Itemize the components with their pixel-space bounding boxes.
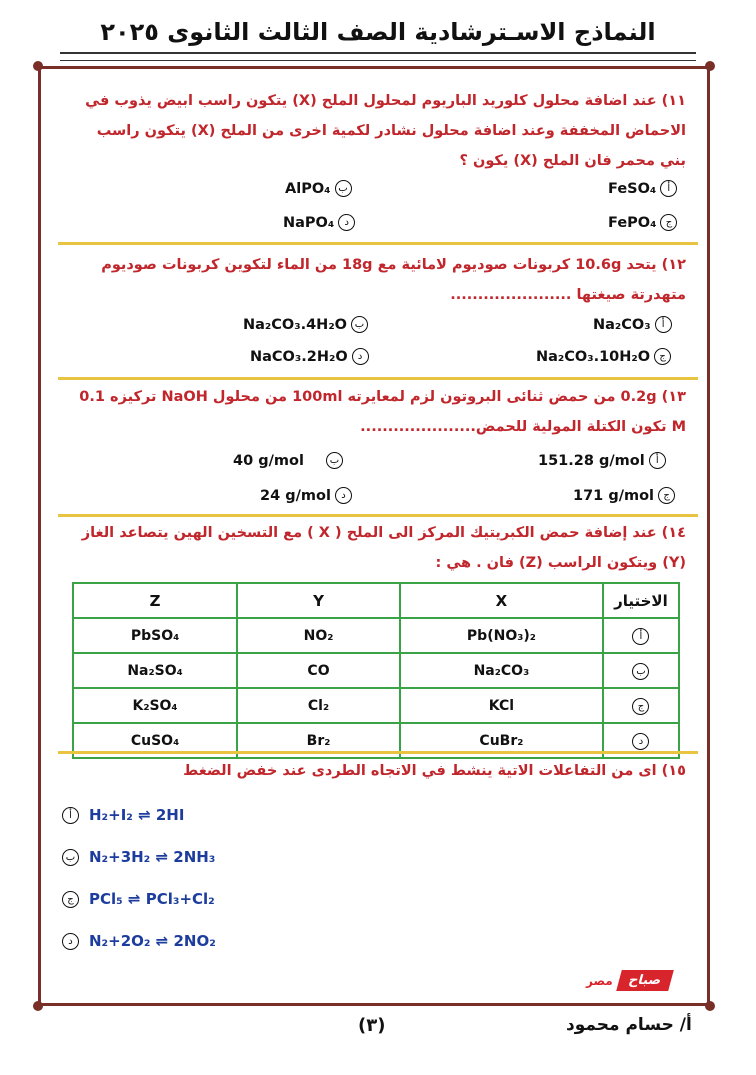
option-c-marker: ج <box>62 891 79 908</box>
option-a-marker: أ <box>655 316 672 333</box>
option-a-marker: أ <box>649 452 666 469</box>
option-b-marker: ب <box>326 452 343 469</box>
frame-corner-dot <box>705 1001 715 1011</box>
option-b-marker: ب <box>351 316 368 333</box>
q11-option-b[interactable]: AlPO₄ ب <box>285 180 352 197</box>
section-separator <box>58 751 698 754</box>
q13-option-b[interactable]: 40 g/mol ب <box>233 452 343 469</box>
option-d-marker: د <box>632 733 649 750</box>
frame-corner-dot <box>705 61 715 71</box>
q12-option-b[interactable]: Na₂CO₃.4H₂O ب <box>243 316 368 333</box>
option-a-marker: أ <box>632 628 649 645</box>
table-row[interactable] <box>73 618 679 653</box>
option-c-marker: ج <box>660 214 677 231</box>
cell-z: PbSO₄ <box>73 618 237 653</box>
option-d-marker: د <box>335 487 352 504</box>
option-d-marker: د <box>62 933 79 950</box>
q11-option-c[interactable]: FePO₄ ج <box>608 214 677 231</box>
option-c-marker: ج <box>654 348 671 365</box>
q12-option-c[interactable]: Na₂CO₃.10H₂O ج <box>536 348 671 365</box>
page-title: النماذج الاسـترشادية الصف الثالث الثانوى ٢٠٢٥ <box>100 18 656 46</box>
cell-choice <box>603 653 679 688</box>
page-number: (٣) <box>358 1015 386 1036</box>
q11-option-a[interactable]: FeSO₄ أ <box>608 180 677 197</box>
question-14: ١٤) عند إضافة حمض الكبريتيك المركز الى الملح ( X ) مع التسخين الهين يتصاعد الغاز (Y) ويتكون الراسب (Z) فان . هي : <box>81 525 686 571</box>
title-underline <box>60 52 696 61</box>
cell-z: Na₂SO₄ <box>73 653 237 688</box>
q11-option-d[interactable]: NaPO₄ د <box>283 214 355 231</box>
table-header-row <box>73 583 679 618</box>
frame-corner-dot <box>33 61 43 71</box>
option-d-marker: د <box>352 348 369 365</box>
cell-choice <box>603 618 679 653</box>
logo-box: صباح <box>616 970 674 991</box>
q15-option-d[interactable]: د N₂+2O₂ ⇌ 2NO₂ <box>62 932 216 950</box>
cell-x: CuBr₂ <box>400 723 603 758</box>
q15-option-c[interactable]: ج PCl₅ ⇌ PCl₃+Cl₂ <box>62 890 215 908</box>
section-separator <box>58 514 698 517</box>
watermark-logo <box>586 970 671 991</box>
section-separator <box>58 242 698 245</box>
cell-x: Na₂CO₃ <box>400 653 603 688</box>
question-12: ١٢) يتحد 10.6g كربونات صوديوم لامائية مع 18g من الماء لتكوين كربونات صوديوم متهدرتة صيغتها ...................... <box>101 257 686 303</box>
option-d-marker: د <box>338 214 355 231</box>
cell-z: CuSO₄ <box>73 723 237 758</box>
answer-table <box>72 582 680 759</box>
option-c-marker: ج <box>658 487 675 504</box>
q13-option-c[interactable]: 171 g/mol ج <box>573 487 675 504</box>
q12-option-d[interactable]: NaCO₃.2H₂O د <box>250 348 369 365</box>
column-header-y: Y <box>237 583 400 618</box>
cell-y: Br₂ <box>237 723 400 758</box>
option-c-marker: ج <box>632 698 649 715</box>
option-b-marker: ب <box>62 849 79 866</box>
q15-option-b[interactable]: ب N₂+3H₂ ⇌ 2NH₃ <box>62 848 215 866</box>
option-b-marker: ب <box>632 663 649 680</box>
question-15: ١٥) اى من التفاعلات الاتية ينشط في الاتجاه الطردى عند خفض الضغط <box>183 763 686 779</box>
column-header-x: X <box>400 583 603 618</box>
author-name: أ/ حسام محمود <box>566 1015 692 1035</box>
table-row[interactable] <box>73 688 679 723</box>
logo-text: مصر <box>586 973 613 988</box>
q13-option-a[interactable]: 151.28 g/mol أ <box>538 452 666 469</box>
q12-option-a[interactable]: Na₂CO₃ أ <box>593 316 672 333</box>
column-header-choice: الاختيار <box>603 583 679 618</box>
question-11: ١١) عند اضافة محلول كلوريد الباريوم لمحلول الملح (X) يتكون راسب ابيض يذوب في الاحماض المخففة وعند اضافة محلول نشادر لكمية اخرى من الملح (X) يتكون راسب بني محمر فان الملح (X) يكون ؟ <box>85 93 686 169</box>
cell-y: Cl₂ <box>237 688 400 723</box>
column-header-z: Z <box>73 583 237 618</box>
q13-option-d[interactable]: 24 g/mol د <box>260 487 352 504</box>
section-separator <box>58 377 698 380</box>
cell-x: Pb(NO₃)₂ <box>400 618 603 653</box>
q15-option-a[interactable]: أ H₂+I₂ ⇌ 2HI <box>62 806 184 824</box>
option-a-marker: أ <box>660 180 677 197</box>
question-13: ١٣) 0.2g من حمض ثنائى البروتون لزم لمعايرته 100ml من محلول NaOH تركيزه 0.1 M تكون الكتلة المولية للحمض..................... <box>79 389 686 435</box>
cell-y: NO₂ <box>237 618 400 653</box>
table-row[interactable] <box>73 653 679 688</box>
cell-z: K₂SO₄ <box>73 688 237 723</box>
option-a-marker: أ <box>62 807 79 824</box>
cell-x: KCl <box>400 688 603 723</box>
cell-y: CO <box>237 653 400 688</box>
option-b-marker: ب <box>335 180 352 197</box>
frame-corner-dot <box>33 1001 43 1011</box>
cell-choice <box>603 688 679 723</box>
